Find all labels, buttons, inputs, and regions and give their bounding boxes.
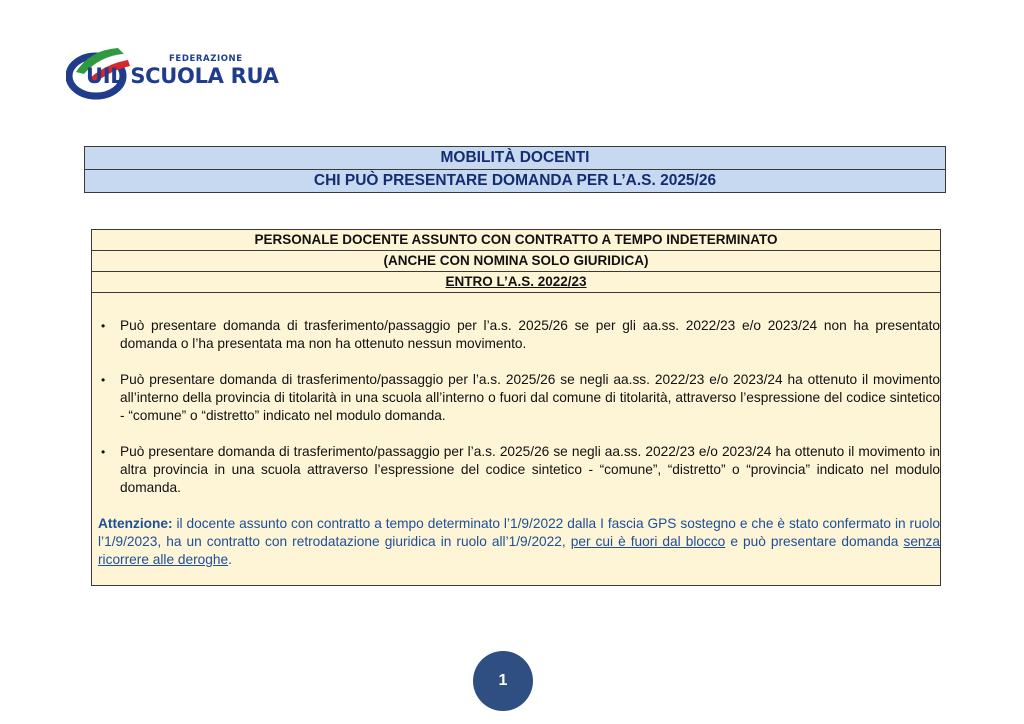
list-item-text: Può presentare domanda di trasferimento/passaggio per l’a.s. 2025/26 se per gli aa.ss. 2022/23 e/o 2023/24 non ha presentato domanda o l’ha presentata ma non ha ottenuto nessun movimento. [120, 318, 940, 351]
logo-brand-text: UIL SCUOLA RUA [86, 64, 279, 88]
eligibility-section [91, 229, 941, 586]
logo-federazione-text: FEDERAZIONE [169, 54, 243, 64]
attention-text-1: il docente assunto con contratto a tempo determinato l’1/9/2022 dalla I fascia GPS sostegno e che è stato confermato in ruolo l’1/9/2023, ha un contratto con retrodatazione giuridica in ruolo all’1/9/2022, [98, 516, 940, 549]
section-content [92, 293, 940, 569]
bullet-icon: • [101, 319, 106, 333]
section-header-1: PERSONALE DOCENTE ASSUNTO CON CONTRATTO A TEMPO INDETERMINATO [92, 230, 940, 251]
section-header-2: (ANCHE CON NOMINA SOLO GIURIDICA) [92, 251, 940, 272]
bullet-icon: • [101, 373, 106, 387]
section-header-3-text: ENTRO L’A.S. 2022/23 [445, 274, 587, 289]
attention-label: Attenzione: [98, 516, 173, 531]
list-item [98, 317, 940, 353]
document-title-box [84, 146, 946, 193]
list-item-text: Può presentare domanda di trasferimento/passaggio per l’a.s. 2025/26 se negli aa.ss. 2022/23 e/o 2023/24 ha ottenuto il movimento in altra provincia in una scuola attraverso l’espressione del codice sintetico - “comune”, “distretto” o “provincia” indicato nel modulo domanda. [120, 444, 940, 495]
attention-note [98, 515, 940, 569]
bullet-icon: • [101, 445, 106, 459]
title-line-2: CHI PUÒ PRESENTARE DOMANDA PER L’A.S. 2025/26 [85, 169, 945, 192]
attention-text-3: . [228, 552, 232, 567]
attention-text-2: e può presentare domanda [725, 534, 904, 549]
list-item [98, 371, 940, 425]
uil-scuola-logo [66, 42, 279, 100]
section-header-3 [92, 272, 940, 293]
title-line-1: MOBILITÀ DOCENTI [440, 149, 590, 166]
list-item-text: Può presentare domanda di trasferimento/passaggio per l’a.s. 2025/26 se negli aa.ss. 2022/23 e/o 2023/24 ha ottenuto il movimento all’interno della provincia di titolarità in una scuola all’interno o fuori dal comune di titolarità, attraverso l’espressione del codice sintetico - “comune” o “distretto” indicato nel modulo domanda. [120, 372, 940, 423]
attention-highlight-1: per cui è fuori dal blocco [570, 534, 726, 549]
page-number: 1 [473, 651, 533, 711]
attention-highlight-2: senza ricorrere alle deroghe [98, 534, 940, 567]
list-item [98, 443, 940, 497]
